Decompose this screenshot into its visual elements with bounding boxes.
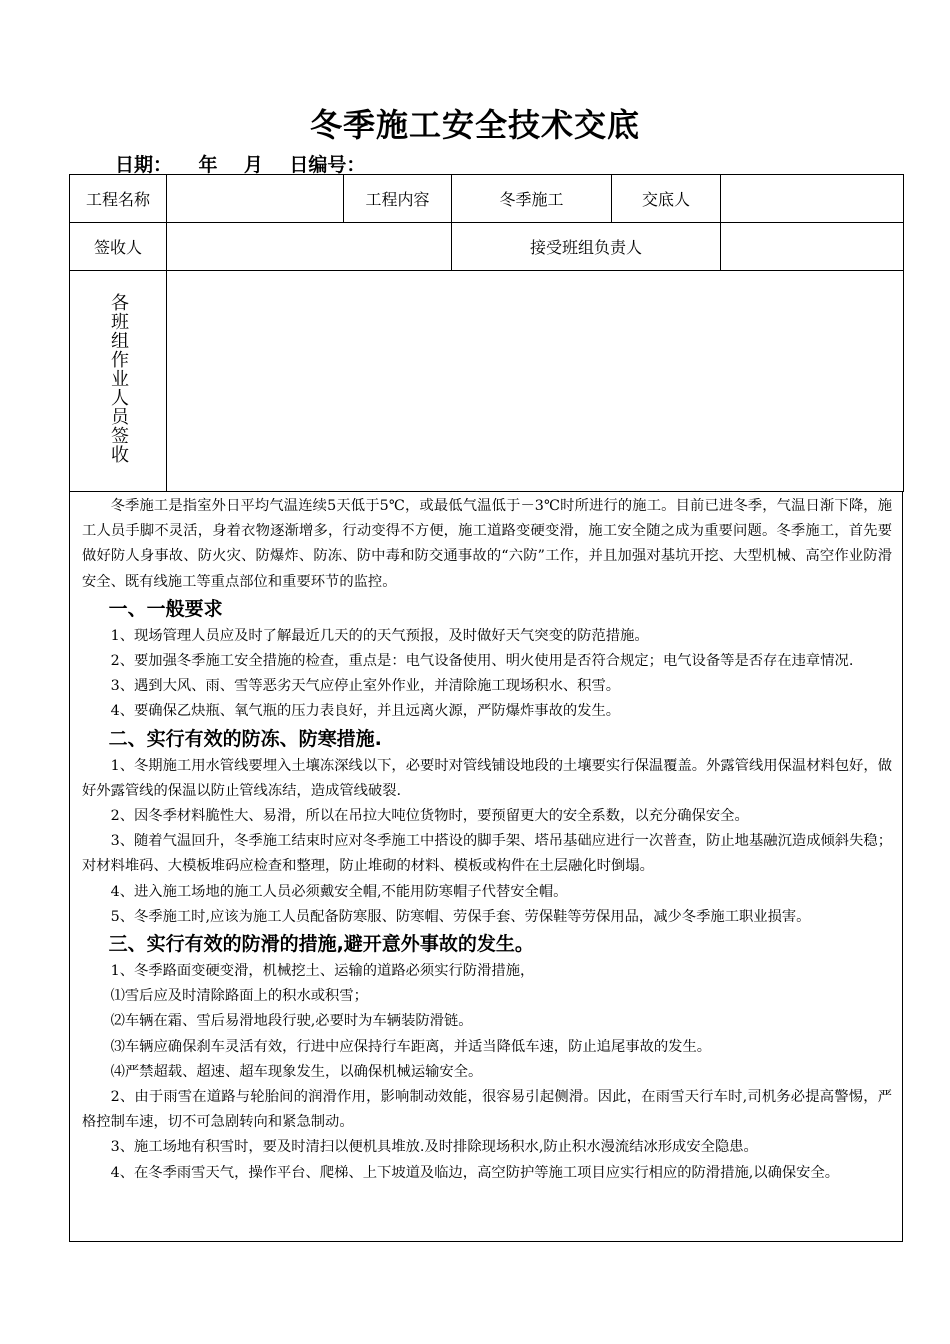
content-value[interactable]: 冬季施工 xyxy=(452,175,612,223)
section-item: 3、随着气温回升，冬季施工结束时应对冬季施工中搭设的脚手架、塔吊基础应进行一次普查，防止地基融沉造成倾斜失稳；对材料堆码、大模板堆码应检查和整理，防止堆砌的材料、模板或构件在土层融化时倒塌。 xyxy=(82,833,892,875)
discloser-label: 交底人 xyxy=(612,175,721,223)
section-item: 3、施工场地有积雪时，要及时清扫以便机具堆放.及时排除现场积水,防止积水漫流结冰形成安全隐患。 xyxy=(110,1139,758,1156)
section-heading: 一、一般要求 xyxy=(108,597,223,620)
section-item: ⑴雪后应及时清除路面上的积水或积雪； xyxy=(110,988,368,1005)
disclosure-body xyxy=(69,492,903,1242)
info-row-2 xyxy=(70,223,904,271)
section-item: 2、要加强冬季施工安全措施的检查，重点是：电气设备使用、明火使用是否符合规定；电气设备等是否存在违章情况. xyxy=(110,653,854,670)
section-heading: 三、实行有效的防滑的措施,避开意外事故的发生。 xyxy=(108,933,534,956)
section-item: 2、因冬季材料脆性大、易滑，所以在吊拉大吨位货物时，要预留更大的安全系数，以充分确保安全。 xyxy=(110,808,749,825)
section-item: 5、冬季施工时,应该为施工人员配备防寒服、防寒帽、劳保手套、劳保鞋等劳保用品，减少冬季施工职业损害。 xyxy=(110,908,811,925)
receiver-label: 签收人 xyxy=(70,223,167,271)
project-name-label: 工程名称 xyxy=(70,175,167,223)
intro-paragraph: 冬季施工是指室外日平均气温连续5天低于5℃，或最低气温低于－3℃时所进行的施工。目前已进冬季，气温日渐下降，施工人员手脚不灵活，身着衣物逐渐增多，行动变得不方便，施工道路变硬变滑，施工安全随之成为重要问题。冬季施工，首先要做好防人身事故、防火灾、防爆炸、防冻、防中毒和防交通事故的“六防”工作，并且加强对基坑开挖、大型机械、高空作业防滑安全、既有线施工等重点部位和重要环节的监控。 xyxy=(82,498,892,590)
team-leader-value[interactable] xyxy=(721,223,904,271)
section-item: 4、要确保乙炔瓶、氧气瓶的压力表良好，并且远离火源，严防爆炸事故的发生。 xyxy=(110,703,621,720)
info-row-1 xyxy=(70,175,904,223)
section-item: ⑶车辆应确保刹车灵活有效，行进中应保持行车距离，并适当降低车速，防止追尾事故的发生。 xyxy=(110,1038,712,1055)
section-item: 1、现场管理人员应及时了解最近几天的的天气预报，及时做好天气突变的防范措施。 xyxy=(110,627,649,644)
date-number-line: 日期： 年 月 日编号： xyxy=(115,154,366,176)
info-table xyxy=(69,174,904,492)
team-leader-label: 接受班组负责人 xyxy=(452,223,721,271)
section-item: 3、遇到大风、雨、雪等恶劣天气应停止室外作业，并清除施工现场积水、积雪。 xyxy=(110,678,621,695)
sections xyxy=(82,595,892,1186)
receiver-value[interactable] xyxy=(167,223,452,271)
section-heading: 二、实行有效的防冻、防寒措施. xyxy=(108,727,382,750)
discloser-value[interactable] xyxy=(721,175,904,223)
section-item: 1、冬季路面变硬变滑，机械挖土、运输的道路必须实行防滑措施， xyxy=(110,963,535,980)
section-item: ⑷严禁超载、超速、超车现象发生，以确保机械运输安全。 xyxy=(110,1063,483,1080)
sign-label: 各班组作业人员签收 xyxy=(108,293,129,464)
info-row-3 xyxy=(70,271,904,492)
section-item: 1、冬期施工用水管线要埋入土壤冻深线以下，必要时对管线铺设地段的土壤要实行保温覆盖。外露管线用保温材料包好，做好外露管线的保温以防止管线冻结，造成管线破裂. xyxy=(82,757,892,799)
section-item: 4、进入施工场地的施工人员必须戴安全帽,不能用防寒帽子代替安全帽。 xyxy=(110,883,568,900)
section-item: 4、在冬季雨雪天气，操作平台、爬梯、上下坡道及临边，高空防护等施工项目应实行相应的防滑措施,以确保安全。 xyxy=(110,1164,840,1181)
page-title: 冬季施工安全技术交底 xyxy=(309,106,640,144)
content-label: 工程内容 xyxy=(344,175,452,223)
sign-label-cell xyxy=(70,271,167,492)
project-name-value[interactable] xyxy=(167,175,344,223)
section-item: 2、由于雨雪在道路与轮胎间的润滑作用，影响制动效能，很容易引起侧滑。因此，在雨雪天行车时,司机务必提高警惕，严格控制车速，切不可急剧转向和紧急制动。 xyxy=(82,1089,892,1131)
sign-area[interactable] xyxy=(167,271,904,492)
section-item: ⑵车辆在霜、雪后易滑地段行驶,必要时为车辆装防滑链。 xyxy=(110,1013,473,1030)
